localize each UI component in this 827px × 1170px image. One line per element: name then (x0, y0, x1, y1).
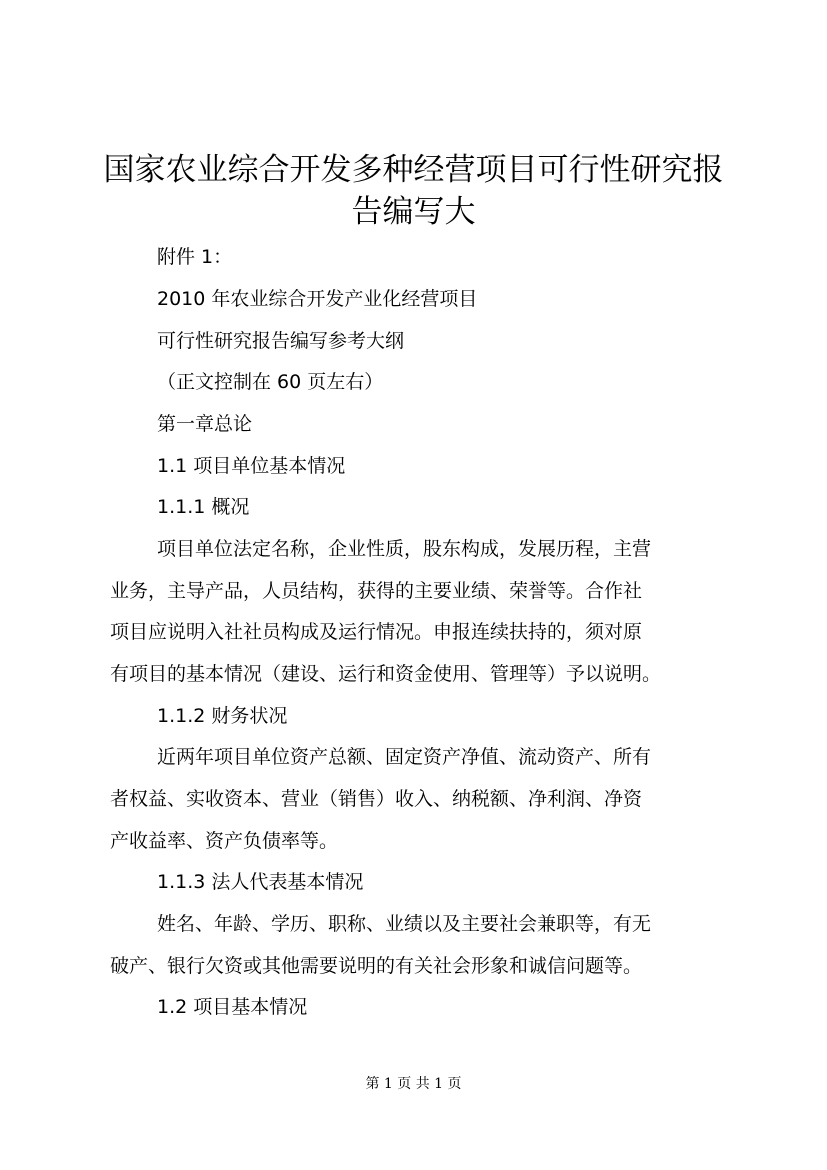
section-heading-1-1-1: 1.1.1 概况 (157, 496, 250, 518)
attachment-label: 附件 1： (157, 246, 233, 268)
paragraph-line: 有项目的基本情况（建设、运行和资金使用、管理等）予以说明。 (110, 663, 662, 685)
document-title-line-1: 国家农业综合开发多种经营项目可行性研究报 (103, 152, 724, 188)
document-title-line-2: 告编写大 (351, 194, 476, 230)
section-heading-1-1: 1.1 项目单位基本情况 (157, 455, 346, 477)
page-limit-note: （正文控制在 60 页左右） (157, 371, 384, 393)
chapter-heading: 第一章总论 (157, 413, 253, 435)
paragraph-line: 产收益率、资产负债率等。 (110, 830, 339, 852)
paragraph-line: 破产、银行欠资或其他需要说明的有关社会形象和诚信问题等。 (110, 955, 643, 977)
section-heading-1-2: 1.2 项目基本情况 (157, 996, 308, 1018)
paragraph-line: 者权益、实收资本、营业（销售）收入、纳税额、净利润、净资 (110, 788, 643, 810)
section-heading-1-1-2: 1.1.2 财务状况 (157, 705, 288, 727)
subtitle-line-2: 可行性研究报告编写参考大纲 (157, 330, 405, 352)
subtitle-line-1: 2010 年农业综合开发产业化经营项目 (157, 288, 478, 310)
section-heading-1-1-3: 1.1.3 法人代表基本情况 (157, 871, 364, 893)
paragraph-line: 项目单位法定名称，企业性质，股东构成，发展历程，主营 (157, 538, 652, 560)
paragraph-line: 项目应说明入社社员构成及运行情况。申报连续扶持的，须对原 (110, 621, 643, 643)
paragraph-line: 近两年项目单位资产总额、固定资产净值、流动资产、所有 (157, 746, 652, 768)
page-footer: 第 1 页 共 1 页 (365, 1076, 462, 1092)
paragraph-line: 业务，主导产品，人员结构，获得的主要业绩、荣誉等。合作社 (110, 580, 643, 602)
paragraph-line: 姓名、年龄、学历、职称、业绩以及主要社会兼职等，有无 (157, 913, 652, 935)
